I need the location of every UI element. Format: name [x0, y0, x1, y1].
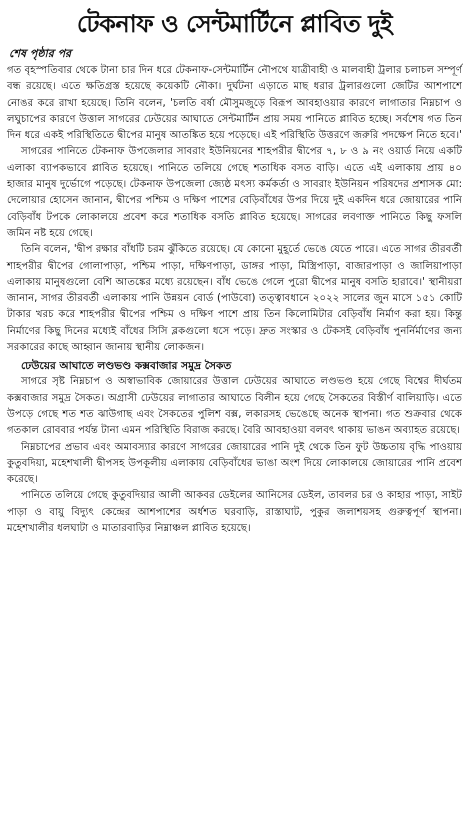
- article-body: [7, 63, 462, 537]
- body-paragraph: তিনি বলেন, 'দ্বীপ রক্ষার বাঁধটি চরম ঝুঁকিতে রয়েছে। যে কোনো মুহূর্তে ভেঙে যেতে পারে। এতে সাগর তীরবর্তী শাহপরীর দ্বীপের গোলাপাড়া, পশ্চিম পাড়া, দক্ষিণপাড়া, ডাঙ্গর পাড়া, মিস্ত্রিপাড়া, বাজারপাড়া ও জালিয়াপাড়া এলাকায় মানুষগুলো বেশি আতঙ্কের মধ্যে রয়েছেন। বাঁধ ভেঙে গেলে পুরো দ্বীপের মানুষ বসতি হারাবে।' স্থানীয়রা জানান, সাগর তীরবর্তী এলাকায় পানি উন্নয়ন বোর্ড (পাউবো) তত্ত্বাবধানে ২০২২ সালের জুন মাসে ১৫১ কোটি টাকার খরচ করে শাহপরীর দ্বীপের পশ্চিম ও দক্ষিণ পাশে প্রায় তিন কিলোমিটার বেড়িবাঁধ নির্মাণ করা হয়। কিন্তু নির্মাণের কিছু দিনের মধ্যেই বাঁধের সিসি ব্লকগুলো ধসে পড়ে। দ্রুত সংস্কার ও টেকসই বেড়িবাঁধ পুনর্নির্মাণের জন্য সরকারের কাছে আহ্বান জানায় স্থানীয় লোকজন।: [7, 244, 462, 354]
- body-paragraph: গত বৃহস্পতিবার থেকে টানা চার দিন ধরে টেকনাফ-সেন্টমার্টিন নৌপথে যাত্রীবাহী ও মালবাহী ট্রলার চলাচল সম্পূর্ণ বন্ধ রয়েছে। এতে ক্ষতিগ্রস্ত হয়েছে কয়েকটি নৌকা। দুর্ঘটনা এড়াতে মাছ ধরার ট্রলারগুলো জেটির আশপাশে নোঙর করে রাখা হয়েছে। তিনি বলেন, 'চলতি বর্ষা মৌসুমজুড়ে বিরূপ আবহাওয়ার কারণে লাগাতার নিম্নচাপ ও লঘুচাপের কারণে উত্তাল সাগরের ঢেউয়ের আঘাতে সেন্টমার্টিন প্রায় সময় পানিতে প্লাবিত হচ্ছে। সর্বশেষ গত তিন দিন ধরে একই পরিস্থিতিতে দ্বীপের মানুষ আতঙ্কিত হয়ে পড়েছে। এই পরিস্থিতি উত্তরণে জরুরি পদক্ষেপ নিতে হবে।': [7, 65, 462, 142]
- body-paragraph: নিম্নচাপের প্রভাব এবং অমাবস্যার কারণে সাগরের জোয়ারের পানি দুই থেকে তিন ফুট উচ্চতায় বৃদ্ধি পাওয়ায় কুতুবদিয়া, মহেশখালী দ্বীপসহ উপকূলীয় এলাকায় বেড়িবাঁধের ভাঙা অংশ দিয়ে লোকালয়ে জোয়ারের পানি প্রবেশ করেছে।: [7, 441, 462, 486]
- continued-from-label: শেষ পৃষ্ঠার পর: [9, 47, 72, 60]
- headline: টেকনাফ ও সেন্টমার্টিনে প্লাবিত দুই: [76, 10, 393, 38]
- body-paragraph: সাগরে সৃষ্ট নিম্নচাপ ও অস্বাভাবিক জোয়ারের উত্তাল ঢেউয়ের আঘাতে লণ্ডভণ্ড হয়ে গেছে বিশ্বের দীর্ঘতম কক্সবাজার সমুদ্র সৈকত। অগ্রাসী ঢেউয়ের লাগাতার আঘাতে বিলীন হয়ে গেছে সৈকতের বিস্তীর্ণ বালিয়াড়ি। এতে উপড়ে গেছে শত শত ঝাউগাছ এবং সৈকতের পুলিশ বক্স, লকারসহ ভেঙেছে অনেক স্থাপনা। গত শুক্রবার থেকে গতকাল রোববার পর্যন্ত টানা এমন পরিস্থিতি বিরাজ করছে। বৈরি আবহাওয়া বলবৎ থাকায় ভাঙন অব্যাহত রয়েছে।: [7, 376, 462, 437]
- body-paragraph: পানিতে তলিয়ে গেছে কুতুবদিয়ার আলী আকবর ডেইলের আনিসের ডেইল, তাবলর চর ও কাহার পাড়া, সাইট পাড়া ও বায়ু বিদ্যুৎ কেন্দ্রের আশপাশের অর্ধশত ঘরবাড়ি, রাস্তাঘাট, পুকুর জলাশয়সহ গুরুত্বপূর্ণ স্থাপনা। মহেশখালীর ধলঘাটা ও মাতারবাড়ির নিম্নাঞ্চল প্লাবিত হয়েছে।: [7, 490, 462, 535]
- body-paragraph: সাগরের পানিতে টেকনাফ উপজেলার সাবরাং ইউনিয়নের শাহপরীর দ্বীপের ৭, ৮ ও ৯ নং ওয়ার্ড নিয়ে একটি এলাকা ব্যাপকভাবে প্লাবিত হয়েছে। পানিতে তলিয়ে গেছে শতাধিক বসত বাড়ি। এতে এই এলাকায় প্রায় ৪০ হাজার মানুষ দুর্ভোগে পড়েছে। টেকনাফ উপজেলা জ্যেষ্ঠ মৎস্য কর্মকর্তা ও সাবরাং ইউনিয়ন পরিষদের প্রশাসক মো: দেলোয়ার হোসেন জানান, দ্বীপের পশ্চিম ও দক্ষিণ পাশের বেড়িবাঁধের উপর দিয়ে দুই একদিন ধরে জোয়ারের পানি বেড়িবাঁধ টপকে লোকালয়ে প্রবেশ করে শতাধিক বসতি প্লাবিত হয়েছে। সাগরের লবণাক্ত পানিতে কিছু ফসলি জমিন নষ্ট হয়ে গেছে।: [7, 146, 462, 239]
- section-subhead: ঢেউয়ের আঘাতে লণ্ডভণ্ড কক্সবাজার সমুদ্র সৈকত: [21, 360, 232, 373]
